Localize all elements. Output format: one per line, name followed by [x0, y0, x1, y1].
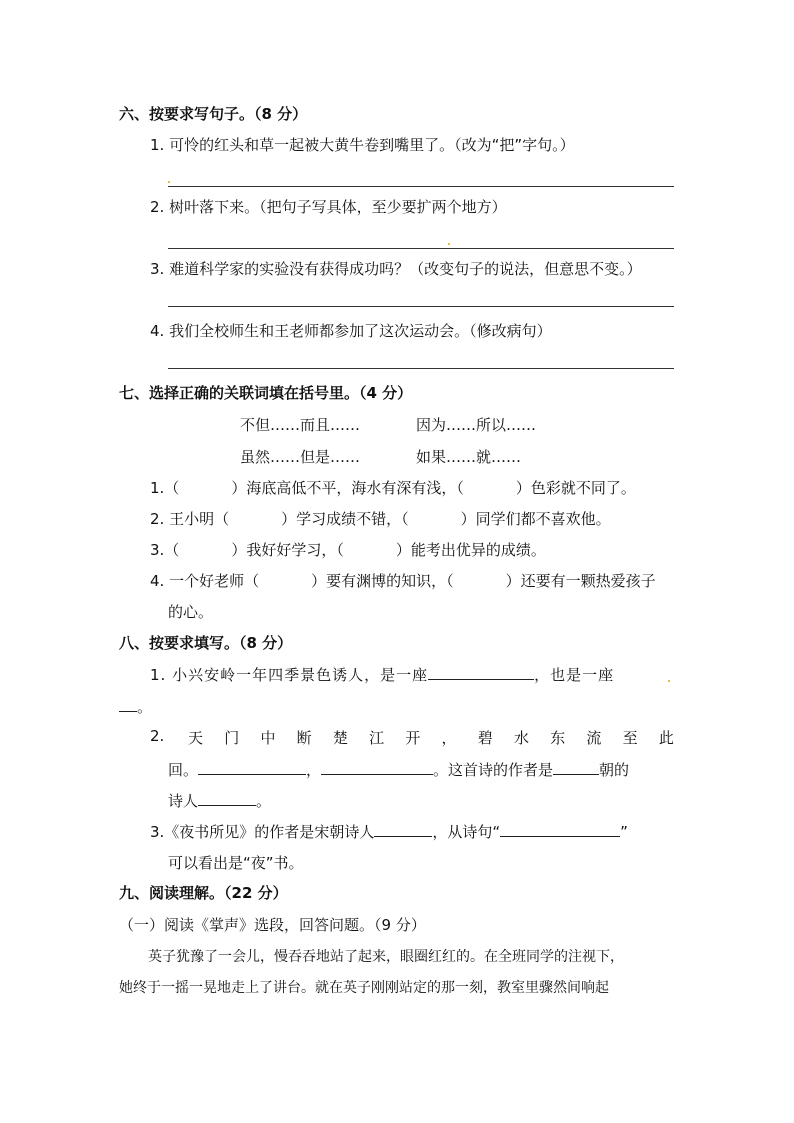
question-8-2-line3: 诗人 。 [168, 792, 272, 810]
question-8-2-num: 2. [150, 727, 165, 745]
fill-blank[interactable] [198, 760, 306, 775]
question-7-4-cont: 的心。 [168, 603, 214, 621]
passage-line: 她终于一摇一晃地走上了讲台。就在英子刚刚站定的那一刻，教室里骤然间响起 [119, 980, 609, 996]
passage-line: 英子犹豫了一会儿，慢吞吞地站了起来，眼圈红红的。在全班同学的注视下， [148, 949, 624, 965]
conjunction-option: 不但……而且…… [240, 416, 361, 434]
section-6-title: 六、按要求写句子。（8 分） [119, 105, 308, 123]
answer-line[interactable] [168, 368, 674, 369]
question-8-1-cont: 。 [119, 696, 152, 717]
section-9-title: 九、阅读理解。（22 分） [119, 884, 288, 902]
question-8-3-cont: 可以看出是“夜”书。 [168, 854, 304, 872]
question-8-2-line2: 回。 ， 。这首诗的作者是 朝的 [168, 761, 630, 779]
fill-blank[interactable] [198, 791, 256, 806]
question-7-4: 4. 一个好老师（ ）要有渊博的知识，（ ）还要有一颗热爱孩子 [150, 572, 656, 590]
mark-dot [168, 181, 170, 183]
mark-dot [448, 243, 450, 245]
fill-blank[interactable] [428, 665, 534, 680]
question-7-3: 3.（ ）我好好学习，（ ）能考出优异的成绩。 [150, 541, 546, 559]
question-7-1: 1.（ ）海底高低不平，海水有深有浅，（ ）色彩就不同了。 [150, 479, 636, 497]
poem-line: 天 门 中 断 楚 江 开 ， 碧 水 东 流 至 此 [188, 729, 674, 747]
conjunction-option: 虽然……但是…… [240, 448, 361, 466]
answer-line[interactable] [168, 248, 674, 249]
conjunction-option: 因为……所以…… [416, 416, 537, 434]
fill-blank[interactable] [500, 822, 620, 837]
section-7-title: 七、选择正确的关联词填在括号里。（4 分） [119, 384, 413, 402]
question-7-2: 2. 王小明（ ）学习成绩不错，（ ）同学们都不喜欢他。 [150, 510, 611, 528]
mark-dot [668, 680, 670, 682]
question-8-3: 3.《夜书所见》的作者是宋朝诗人 ，从诗句“ ” [150, 823, 628, 841]
answer-line[interactable] [168, 306, 674, 307]
fill-blank[interactable] [374, 822, 432, 837]
question-8-1: 1. 小兴安岭一年四季景色诱人，是一座 ，也是一座 [150, 666, 615, 684]
reading-subtitle: （一）阅读《掌声》选段，回答问题。（9 分） [119, 916, 426, 934]
fill-blank[interactable] [553, 760, 599, 775]
fill-blank[interactable] [119, 697, 137, 712]
question-6-1: 1. 可怜的红头和草一起被大黄牛卷到嘴里了。（改为“把”字句。） [150, 136, 575, 154]
question-6-2: 2. 树叶落下来。（把句子写具体，至少要扩两个地方） [150, 198, 507, 216]
conjunction-option: 如果……就…… [416, 448, 522, 466]
answer-line[interactable] [168, 186, 674, 187]
fill-blank[interactable] [321, 760, 433, 775]
section-8-title: 八、按要求填写。（8 分） [119, 634, 293, 652]
question-6-4: 4. 我们全校师生和王老师都参加了这次运动会。（修改病句） [150, 322, 552, 340]
question-6-3: 3. 难道科学家的实验没有获得成功吗？（改变句子的说法，但意思不变。） [150, 260, 642, 278]
